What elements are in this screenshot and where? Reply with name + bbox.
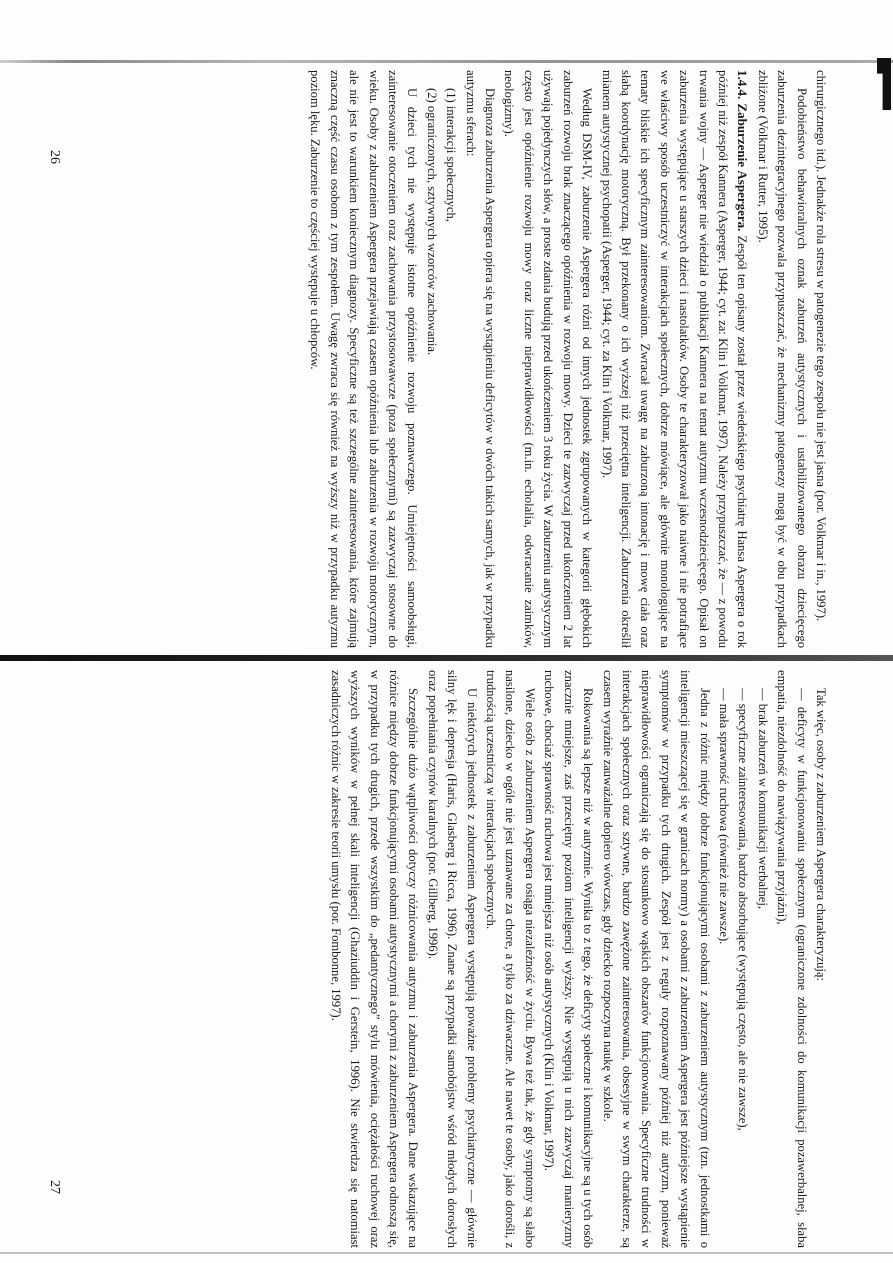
paragraph: Podobieństwo behawioralnych oznak zaburzeń autystycznych i ustabilizowanego obrazu dziecięcego zaburzenia dezintegracyjnego pozwala przypuszczać, że mechanizmy patogenezy mogą być w obu przypadkach zbliżone (Volkmar i Rutter, 1995). bbox=[755, 70, 809, 648]
paragraph: Wiele osób z zaburzeniem Aspergera osiąga niezależność w życiu. Bywa też tak, że gdy symptomy są słabo nasilone, dziecko w ogóle nie jest uznawane za chore, a tylko za dziwaczne. Ale nawet te osoby, jako dorośli, z trudnością uczestniczą w interakcjach społecznych. bbox=[484, 670, 537, 1248]
page-26 bbox=[80, 70, 830, 648]
section-heading: 1.4.4. Zaburzenie Aspergera. bbox=[735, 70, 751, 232]
page-number: 26 bbox=[47, 150, 62, 164]
scan-bottom-edge bbox=[0, 1252, 893, 1254]
page-27 bbox=[80, 670, 830, 1248]
paragraph: Według DSM-IV, zaburzenie Aspergera różni od innych jednostek zgrupowanych w kategorii głębokich zaburzeń rozwoju brak znaczącego opóźnienia w rozwoju mowy. Dzieci te zazwyczaj przed ukończeniem 2 lat używają pojedynczych słów, a proste zdania budują przed ukończeniem 3 roku życia. W zaburzeniu autystycznym często jest opóźnienie rozwoju mowy oraz liczne nieprawidłowości (m.in. echolalia, odwracanie zaimków, neologizmy). bbox=[502, 70, 595, 648]
paragraph: Diagnoza zaburzenia Aspergera opiera się na wystąpieniu deficytów w dwóch takich samych, jak w przypadku autyzmu sferach: bbox=[463, 70, 498, 648]
paragraph: chirurgicznego itd.). Jednakże rola stresu w patogenezie tego zespołu nie jest jasna (por. Volkmar i in., 1997). bbox=[814, 70, 828, 622]
paragraph-text: Zespół ten opisany został przez wiedeńskiego psychiatrę Hansa Aspergera o rok później niż zespół Kannera (Asperger, 1944; cyt. za: Klin i Volkmar, 1997). Należy przypuszczać, że — z powodu trwania wojny — Asperger nie wiedział o publikacji Kannera na temat autyzmu wczesnodziecięcego. Opisał on zaburzenia występujące u starszych dzieci i nastolatków. Osoby te charakteryzował jako naiwne i nie potrafiące we właściwy sposób uczestniczyć w interakcjach społecznych, dobrze mówiące, ale głównie monologujące na tematy bliskie ich specyficznym zainteresowaniom. Zwracał uwagę na zaburzoną intonację i mowę ciała oraz słabą koordynację motoryczną. Był przekonany o ich wyższej niż przeciętna inteligencji. Zaburzenia określił mianem autystycznej psychopatii (Asperger, 1944; cyt. za Klin i Volkmar, 1997). bbox=[599, 70, 750, 649]
paragraph: Jedna z różnic między dobrze funkcjonującymi osobami z zaburzeniem autystycznym (tzn. jednostkami o inteligencji mieszczącej się w granicach normy) a osobami z zaburzeniem Aspergera jest późniejsze wystąpienie symptomów w przypadku tych drugich. Zespół jest z reguły rozpoznawany później niż autyzm, ponieważ nieprawidłowości ograniczają się do stosunkowo wąskich obszarów funkcjonowania. Specyficzne trudności w interakcjach społecznych oraz sztywne, bardzo zawężone zainteresowania, obsesyjne w swym charakterze, są czasem wyraźnie zauważalne dopiero wówczas, gdy dziecko rozpoczyna naukę w szkole. bbox=[600, 670, 712, 1248]
dash-item: — mała sprawność ruchowa (również nie zawsze). bbox=[716, 688, 731, 945]
list-item: (2) ograniczonych, sztywnych wzorców zachowania. bbox=[424, 88, 439, 356]
dash-item: — deficyty w funkcjonowaniu społecznym (ograniczone zdolności do komunikacji pozawerbalnej, słaba empatia, niezdolność do nawiązywania przyjaźni), bbox=[775, 670, 809, 1248]
scan-top-edge bbox=[0, 60, 893, 63]
paragraph: Rokowania są lepsze niż w autyzmie. Wynika to z tego, że deficyty społeczne i komunikacyjne są u tych osób znacznie mniejsze, zaś przeciętny poziom inteligencji wyższy. Nie występują u nich zazwyczaj manieryzmy ruchowe, chociaż sprawność ruchowa jest mniejsza niż osób autystycznych (Klin i Volkmar, 1997). bbox=[542, 670, 596, 1248]
paragraph: Tak więc, osoby z zaburzeniem Aspergera charakteryzują: bbox=[814, 688, 828, 981]
dash-item: — specyficzne zainteresowania, bardzo absorbujące (występują często, ale nie zawsze), bbox=[736, 688, 751, 1131]
list-item: (1) interakcji społecznych, bbox=[444, 88, 459, 222]
dash-item: — brak zaburzeń w komunikacji werbalnej, bbox=[755, 688, 770, 910]
paragraph: Szczególnie dużo wątpliwości dotyczy różnicowania autyzmu i zaburzenia Aspergera. Dane wskazujące na różnice między dobrze funkcjonującymi osobami autystycznymi a chorymi z zaburzeniem Aspergera odnoszą się, w przypadku tych drugich, przede wszystkim do „pedantycznego” stylu mówienia, ociężałości ruchowej oraz wyższych wyników w pełnej skali inteligencji (Ghaziuddin i Gerstein, 1996). Nie stwierdza się natomiast zasadniczych różnic w zakresie teorii umysłu (por. Fombonne, 1997). bbox=[328, 670, 421, 1248]
paragraph: U dzieci tych nie występuje istotne opóźnienie rozwoju poznawczego. Umiejętności samoobsługi, zainteresowanie otoczeniem oraz zachowania przystosowawcze (poza społecznymi) są zazwyczaj stosowne do wieku. Osoby z zaburzeniem Aspergera przejawiają czasem opóźnienia lub zaburzenia w rozwoju motorycznym, ale nie jest to warunkiem koniecznym diagnozy. Specyficzne są też szczególne zainteresowania, które zajmują znaczną część czasu osobom z tym zespołem. Uwagę zwraca się również na wyższy niż w przypadku autyzmu poziom lęku. Zaburzenie to częściej występuje u chłopców. bbox=[308, 70, 420, 648]
book-gutter bbox=[0, 655, 893, 661]
page-number: 27 bbox=[47, 1180, 62, 1194]
paragraph: U niektórych jednostek z zaburzeniem Aspergera występują poważne problemy psychiatryczne — głównie silny lęk i depresja (Haris, Glasberg i Ricca, 1996). Znane są przypadki samobójstw wśród młodych dorosłych oraz popełniania czynów karalnych (por. Gillberg, 1996). bbox=[425, 670, 479, 1248]
